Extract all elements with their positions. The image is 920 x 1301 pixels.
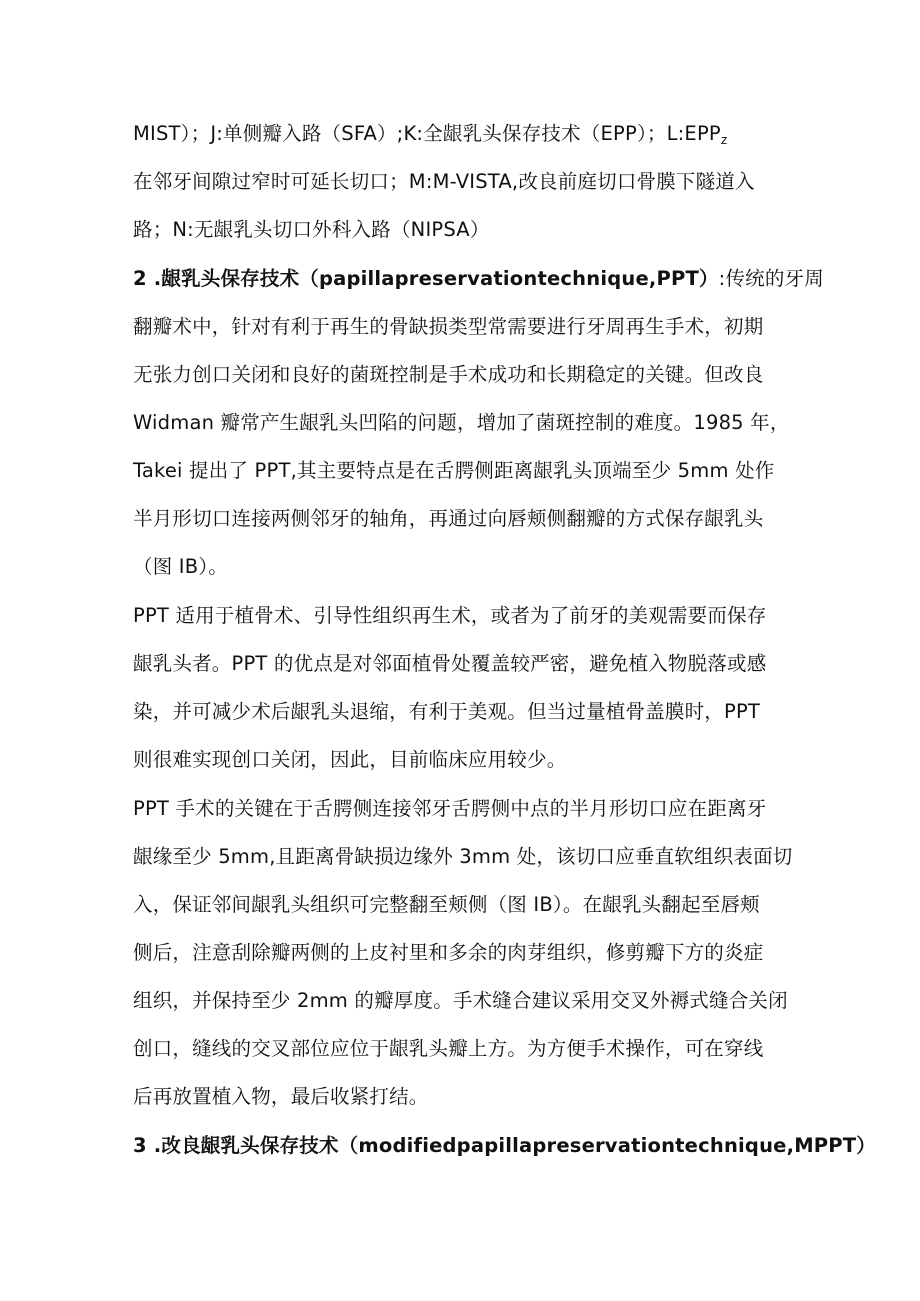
text-line-20: 创口，缝线的交叉部位应位于龈乳头瓣上方。为方便手术操作，可在穿线 — [133, 1037, 764, 1060]
text-line-11: PPT 适用于植骨术、引导性组织再生术，或者为了前牙的美观需要而保存 — [133, 604, 767, 627]
subscript-z: z — [720, 133, 728, 147]
text-line-5: 翻瓣术中，针对有利于再生的骨缺损类型常需要进行牙周再生手术，初期 — [133, 315, 764, 338]
text-line-6: 无张力创口关闭和良好的菌斑控制是手术成功和长期稳定的关键。但改良 — [133, 363, 764, 386]
text-line-1-main: MIST）；J:单侧瓣入路（SFA）;K:全龈乳头保存技术（EPP）；L:EPP — [133, 122, 721, 145]
text-line-12: 龈乳头者。PPT 的优点是对邻面植骨处覆盖较严密，避免植入物脱落或感 — [133, 652, 767, 675]
text-line-19: 组织，并保持至少 2mm 的瓣厚度。手术缝合建议采用交叉外褥式缝合关闭 — [133, 989, 788, 1012]
text-line-13: 染，并可减少术后龈乳头退缩，有利于美观。但当过量植骨盖膜时，PPT — [133, 700, 761, 723]
section-2-heading-line — [133, 263, 824, 295]
section-3-heading: 3 .改良龈乳头保存技术（modifiedpapillapreservationtechnique,MPPT） — [133, 1134, 876, 1157]
text-line-10: （图 IB）。 — [133, 555, 228, 578]
text-line-2: 在邻牙间隙过窄时可延长切口；M:M-VISTA,改良前庭切口骨膜下隧道入 — [133, 170, 755, 193]
text-line-3: 路；N:无龈乳头切口外科入路（NIPSA） — [133, 218, 490, 241]
text-line-7: Widman 瓣常产生龈乳头凹陷的问题，增加了菌斑控制的难度。1985 年， — [133, 411, 790, 434]
text-line-17: 入，保证邻间龈乳头组织可完整翻至颊侧（图 IB）。在龈乳头翻起至唇颊 — [133, 893, 760, 916]
text-line-14: 则很难实现创口关闭，因此，目前临床应用较少。 — [133, 748, 567, 771]
text-line-16: 龈缘至少 5mm,且距离骨缺损边缘外 3mm 处，该切口应垂直软组织表面切 — [133, 845, 793, 868]
text-line-18: 侧后，注意刮除瓣两侧的上皮衬里和多余的肉芽组织，修剪瓣下方的炎症 — [133, 941, 764, 964]
section-2-heading-tail: :传统的牙周 — [718, 267, 824, 290]
text-line-9: 半月形切口连接两侧邻牙的轴角，再通过向唇颊侧翻瓣的方式保存龈乳头 — [133, 507, 764, 530]
section-2-heading: 2 .龈乳头保存技术（papillapreservationtechnique,PPT） — [133, 267, 719, 290]
text-line-1 — [133, 118, 727, 150]
text-line-8: Takei 提出了 PPT,其主要特点是在舌腭侧距离龈乳头顶端至少 5mm 处作 — [133, 459, 775, 482]
text-line-15: PPT 手术的关键在于舌腭侧连接邻牙舌腭侧中点的半月形切口应在距离牙 — [133, 797, 767, 820]
text-line-21: 后再放置植入物，最后收紧打结。 — [133, 1085, 429, 1108]
